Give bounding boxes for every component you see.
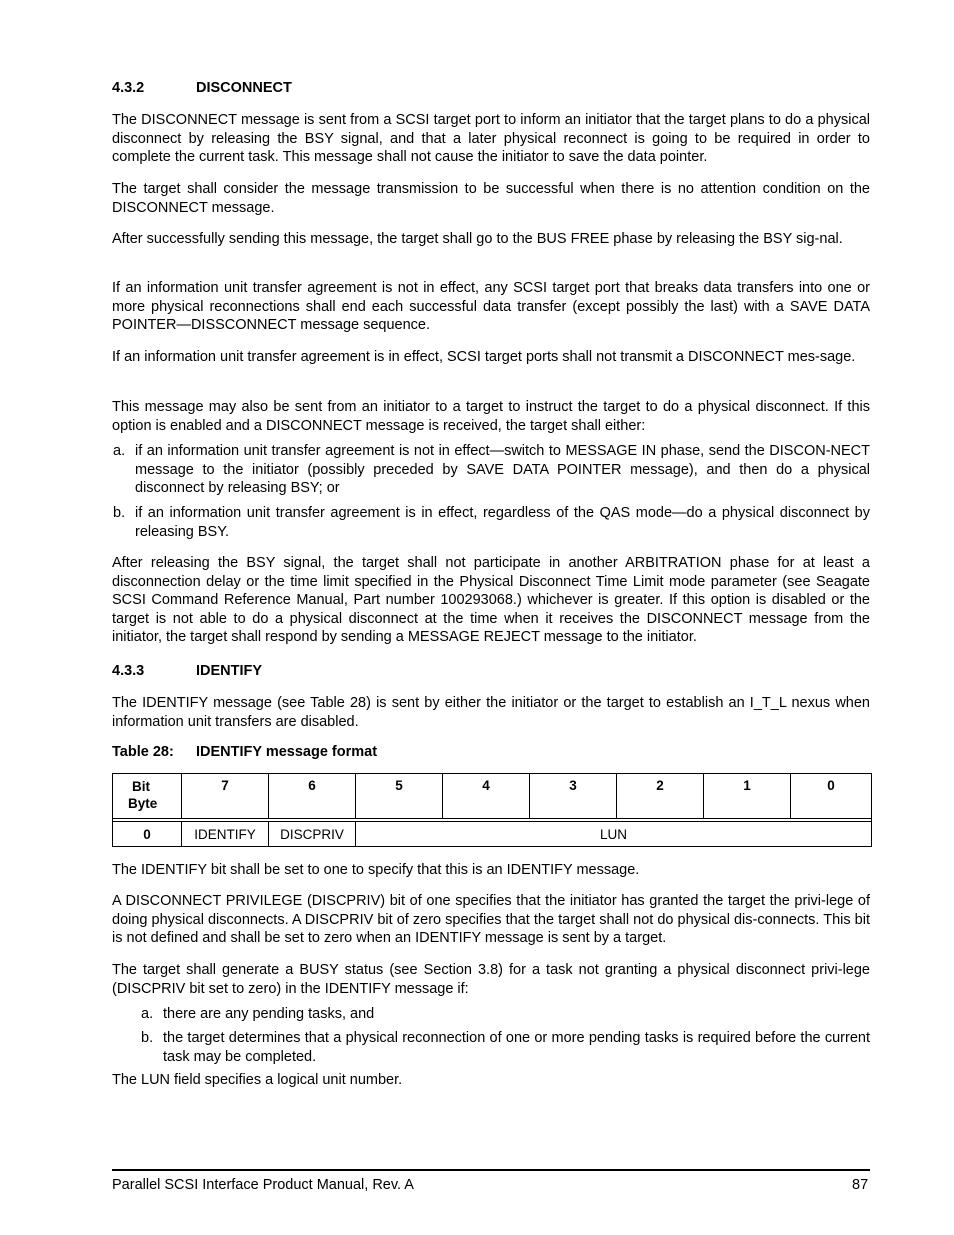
paragraph-initiator-disconnect: This message may also be sent from an initiator to a target to instruct the target to do a physical disconnect. If this option is enabled and a DISCONNECT message is received, the target shall either: xyxy=(112,399,870,434)
bit-header-1: 1 xyxy=(704,774,791,819)
table-caption: Table 28: IDENTIFY message format xyxy=(112,744,378,760)
bit-header-5: 5 xyxy=(356,774,443,819)
paragraph-bus-free: After successfully sending this message, the target shall go to the BUS FREE phase by releasing the BSY sig-nal. xyxy=(112,231,843,247)
footer-title: Parallel SCSI Interface Product Manual, Rev. A xyxy=(112,1177,414,1193)
paragraph-busy-status: The target shall generate a BUSY status (see Section 3.8) for a task not granting a physical disconnect privi-lege (DISCPRIV bit set to zero) in the IDENTIFY message if: xyxy=(112,962,870,997)
discpriv-bit-cell: DISCPRIV xyxy=(269,822,356,847)
section-heading-4-3-3: 4.3.3 IDENTIFY xyxy=(112,663,263,679)
list-item: b. the target determines that a physical reconnection of one or more pending tasks is required before the current task may be completed. xyxy=(141,1030,870,1065)
paragraph-identify-intro: The IDENTIFY message (see Table 28) is sent by either the initiator or the target to establish an I_T_L nexus when information unit transfers are disabled. xyxy=(112,695,870,730)
bit-header-2: 2 xyxy=(617,774,704,819)
paragraph-info-unit-in-effect: If an information unit transfer agreement is in effect, SCSI target ports shall not transmit a DISCONNECT mes-sage. xyxy=(112,349,856,365)
identify-message-format-table xyxy=(112,773,872,847)
bit-header-0: 0 xyxy=(791,774,872,819)
identify-bit-cell: IDENTIFY xyxy=(182,822,269,847)
list-item: b. if an information unit transfer agreement is in effect, regardless of the QAS mode—do a physical disconnect by releasing BSY. xyxy=(113,505,870,540)
table-corner-cell: Bit Byte xyxy=(113,774,182,819)
lun-field-cell: LUN xyxy=(356,822,872,847)
paragraph-identify-bit: The IDENTIFY bit shall be set to one to specify that this is an IDENTIFY message. xyxy=(112,862,640,878)
table-header-row xyxy=(113,774,872,819)
page-number: 87 xyxy=(852,1177,869,1193)
section-heading-4-3-2: 4.3.2 DISCONNECT xyxy=(112,80,292,96)
paragraph-transmission-success: The target shall consider the message transmission to be successful when there is no attention condition on the DISCONNECT message. xyxy=(112,181,870,216)
bit-header-6: 6 xyxy=(269,774,356,819)
footer-divider xyxy=(112,1169,870,1171)
table-row xyxy=(113,822,872,847)
list-item: a. if an information unit transfer agreement is not in effect—switch to MESSAGE IN phase, send the DISCON-NECT message to the initiator (possibly preceded by SAVE DATA POINTER message), and then do a physical disconnect by releasing BSY; or xyxy=(113,443,870,496)
paragraph-after-releasing-bsy: After releasing the BSY signal, the target shall not participate in another ARBITRATION phase for at least a disconnection delay or the time limit specified in the Physical Disconnect Time Limit mode parameter (see Seagate SCSI Command Reference Manual, Part number 100293068.) whichever is greater. If this option is disabled or the target is not able to do a physical disconnect at the time when it receives the DISCONNECT message from the initiator, the target shall respond by sending a MESSAGE REJECT message to the initiator. xyxy=(112,555,870,645)
paragraph-info-unit-not-in-effect: If an information unit transfer agreement is not in effect, any SCSI target port that breaks data transfers into one or more physical reconnections shall end each successful data transfer (except possibly the last) with a SAVE DATA POINTER—DISSCONNECT message sequence. xyxy=(112,280,870,333)
list-item: a. there are any pending tasks, and xyxy=(141,1006,375,1022)
paragraph-lun-field: The LUN field specifies a logical unit number. xyxy=(112,1072,403,1088)
bit-header-4: 4 xyxy=(443,774,530,819)
bit-header-7: 7 xyxy=(182,774,269,819)
paragraph-disconnect-intro: The DISCONNECT message is sent from a SCSI target port to inform an initiator that the target plans to do a physical disconnect by releasing the BSY signal, and that a later physical reconnect is going to be required in order to complete the current task. This message shall not cause the initiator to save the data pointer. xyxy=(112,112,870,165)
paragraph-discpriv: A DISCONNECT PRIVILEGE (DISCPRIV) bit of one specifies that the initiator has granted the target the privi-lege of doing physical disconnects. A DISCPRIV bit of zero specifies that the target shall not do physical dis-connects. This bit is not defined and shall be set to zero when an IDENTIFY message is sent by a target. xyxy=(112,893,870,946)
byte-cell: 0 xyxy=(113,822,182,847)
bit-header-3: 3 xyxy=(530,774,617,819)
